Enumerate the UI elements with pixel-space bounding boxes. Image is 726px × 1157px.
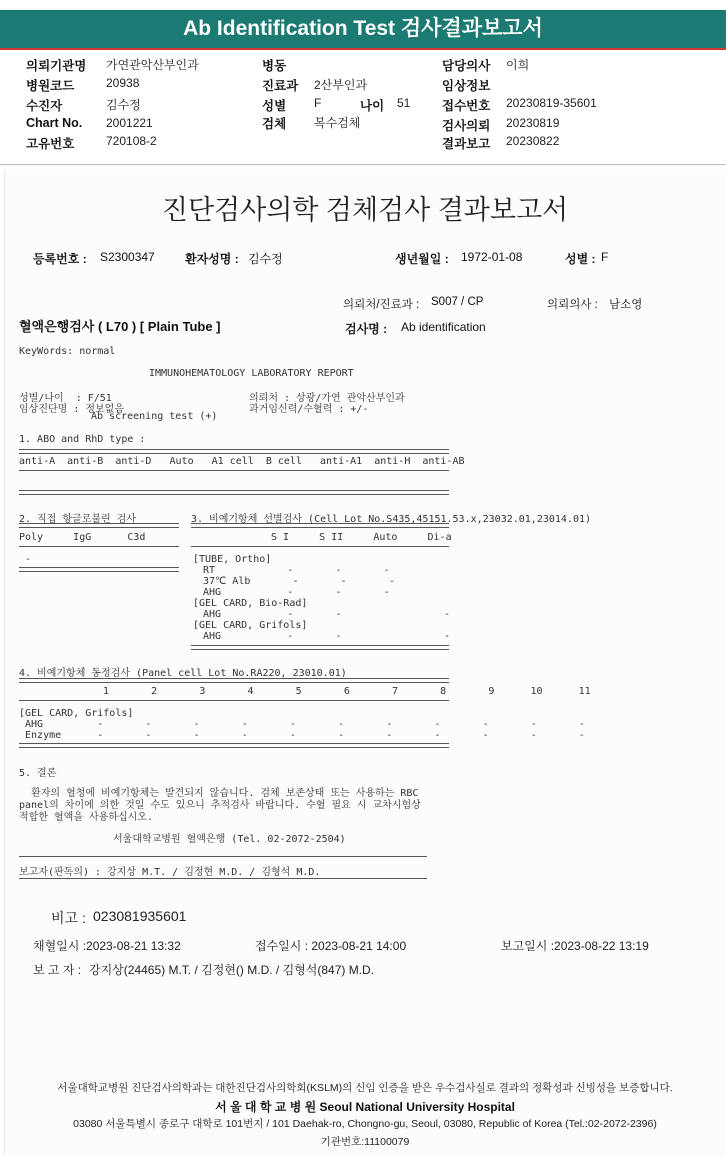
scanned-report	[4, 170, 725, 1155]
patient-name-value: 김수정	[248, 252, 283, 266]
clinical-info-label: 임상정보	[442, 79, 491, 93]
specimen-value: 복수검체	[314, 116, 361, 130]
rule	[19, 743, 449, 748]
ward-label: 병동	[262, 59, 287, 73]
result-date-label: 결과보고	[442, 137, 491, 151]
test-name-label: 검사명 :	[345, 322, 388, 336]
reg-no-value: S2300347	[100, 250, 155, 264]
rt-row: RT - - -	[203, 565, 390, 576]
age-value: 51	[397, 96, 411, 110]
unique-no-value: 720108-2	[106, 134, 157, 148]
rule	[191, 546, 449, 547]
accession-label: 접수번호	[442, 99, 491, 113]
rule	[19, 567, 179, 572]
dept-info-label: 의뢰처/진료과 :	[343, 299, 420, 311]
remark-label: 비고 :	[51, 910, 86, 926]
dept-label: 진료과	[262, 79, 299, 93]
panel-section-title: 4. 비예기항체 동정검사 (Panel cell Lot No.RA220, 23010.01)	[19, 668, 347, 679]
panel-enzyme-row: Enzyme - - - - - - - - - - -	[19, 730, 585, 741]
reg-no-label: 등록번호 :	[33, 252, 87, 266]
grifols-label: [GEL CARD, Grifols]	[193, 620, 308, 631]
dept-value: 2산부인과	[314, 78, 368, 92]
panel-cell-numbers: 1 2 3 4 5 6 7 8 9 10 11	[103, 686, 591, 697]
hospital-value: 가연관악산부인과	[106, 58, 199, 72]
hospital-code-value: 20938	[106, 76, 140, 90]
conclusion-line-3: 적합한 혈액을 사용하십시오.	[19, 812, 153, 823]
test-name-value: Ab identification	[401, 320, 486, 334]
dob-value: 1972-01-08	[461, 250, 523, 264]
report-sex-value: F	[601, 250, 609, 264]
chart-no-value: 2001221	[106, 116, 153, 130]
conclusion-line-2: panel의 차이에 의한 것일 수도 있으니 추적검사 바랍니다. 수혈 필요 시 교차시험상	[19, 800, 421, 811]
rule	[19, 490, 449, 495]
hospital-name: 서 울 대 학 교 병 원 Seoul National University Hospital	[215, 1100, 515, 1114]
reporter-label: 보 고 자 :	[33, 963, 82, 977]
sex-label: 성별	[262, 99, 287, 113]
conclusion-title: 5. 결론	[19, 768, 57, 779]
diagnosis-line: 임상진단명 : 정보없음	[19, 404, 125, 415]
sex-value: F	[314, 96, 322, 110]
alb-row: 37℃ Alb - - -	[203, 576, 395, 587]
accession-value: 20230819-35601	[506, 96, 597, 110]
rule	[19, 878, 427, 879]
request-header	[0, 50, 726, 162]
report-sex-label: 성별 :	[565, 252, 596, 266]
report-title-bar	[0, 10, 726, 48]
screening-line: Ab screening test (+)	[91, 411, 218, 422]
dept-info-value: S007 / CP	[431, 296, 484, 308]
blood-bank-contact: 서울대학교병원 혈액은행 (Tel. 02-2072-2504)	[113, 834, 346, 845]
biorad-label: [GEL CARD, Bio-Rad]	[193, 598, 308, 609]
certification-statement: 서울대학교병원 진단검사의학과는 대한진단검사의학회(KSLM)의 신임 인증을 받은 우수검사실로 결과의 정확성과 신빙성을 보증합니다.	[57, 1082, 673, 1094]
abo-header-row: anti-A anti-B anti-D Auto A1 cell B cell anti-A1 anti-H anti-AB	[19, 456, 465, 467]
tube-ortho-label: [TUBE, Ortho]	[193, 554, 272, 565]
rule	[191, 523, 449, 528]
collection-datetime: 채혈일시 :2023-08-21 13:32	[33, 939, 181, 953]
screening-header-row: S I S II Auto Di-a	[271, 532, 452, 543]
doctor-value: 이희	[506, 58, 530, 72]
rule	[19, 678, 449, 683]
request-date-label: 검사의뢰	[442, 119, 491, 133]
ahg-tube-row: AHG - - -	[203, 587, 390, 598]
dat-result: -	[25, 554, 32, 565]
dat-section-title: 2. 직접 항글로불린 검사	[19, 514, 137, 525]
sex-age-line: 성별/나이 : F/51	[19, 393, 112, 404]
request-date-value: 20230819	[506, 116, 560, 130]
panel-grifols-label: [GEL CARD, Grifols]	[19, 708, 134, 719]
keywords-line: KeyWords: normal	[19, 346, 116, 357]
doctor-label: 담당의사	[442, 59, 491, 73]
rule	[19, 449, 449, 454]
report-title: Ab Identification Test 검사결과보고서	[183, 17, 543, 40]
result-date-value: 20230822	[506, 134, 560, 148]
dat-header-row: Poly IgG C3d	[19, 532, 146, 543]
patient-value: 김수정	[106, 98, 141, 112]
screening-section-title: 3. 비예기항체 선별검사 (Cell Lot No.S435,45151.53.x,23032.01,23014.01)	[191, 514, 592, 525]
rule	[191, 645, 449, 650]
rule	[19, 470, 449, 471]
history-line: 과거임신력/수혈력 : +/-	[249, 404, 369, 415]
specimen-label: 검체	[262, 117, 287, 131]
unique-no-label: 고유번호	[26, 137, 75, 151]
remark-value: 023081935601	[93, 908, 187, 924]
ahg-biorad-row: AHG - - -	[203, 609, 450, 620]
referring-doctor-value: 남소영	[609, 299, 643, 311]
hospital-label: 의뢰기관명	[26, 59, 87, 73]
report-heading: 진단검사의학 검체검사 결과보고서	[161, 195, 569, 225]
hospital-code-label: 병원코드	[26, 79, 75, 93]
rule	[19, 700, 449, 701]
referring-doctor-label: 의뢰의사 :	[547, 299, 598, 311]
reporter-value: 강지상(24465) M.T. / 김정현() M.D. / 김형석(847) M.D.	[89, 963, 375, 977]
rule	[19, 523, 179, 528]
report-datetime: 보고일시 :2023-08-22 13:19	[501, 939, 649, 953]
lab-report-heading: IMMUNOHEMATOLOGY LABORATORY REPORT	[149, 368, 354, 379]
patient-label: 수진자	[26, 99, 63, 113]
dob-label: 생년월일 :	[395, 252, 449, 266]
hospital-address: 03080 서울특별시 종로구 대학로 101번지 / 101 Daehak-ro, Chongno-gu, Seoul, 03080, Republic of Korea (Tel.:02-2072-2396)	[73, 1118, 657, 1130]
abo-section-title: 1. ABO and RhD type :	[19, 434, 146, 445]
rule	[19, 546, 179, 547]
ahg-grifols-row: AHG - - -	[203, 631, 450, 642]
header-divider	[0, 164, 726, 165]
panel-ahg-row: AHG - - - - - - - - - - -	[19, 719, 585, 730]
patient-name-label: 환자성명 :	[185, 252, 239, 266]
chart-no-label: Chart No.	[26, 116, 83, 130]
institution-code: 기관번호:11100079	[320, 1136, 410, 1148]
conclusion-line-1: 환자의 혈청에 비예기항체는 발견되지 않습니다. 검체 보존상태 또는 사용하는 RBC	[19, 788, 419, 799]
reporter-mono-line: 보고자(판독의) : 강지상 M.T. / 김정현 M.D. / 김형석 M.D.	[19, 867, 321, 878]
referring-site-line: 의뢰처 : 상광/가연 관악산부인과	[249, 393, 405, 404]
test-group: 혈액은행검사 ( L70 ) [ Plain Tube ]	[19, 319, 221, 334]
age-label: 나이	[360, 99, 385, 113]
receipt-datetime: 접수일시 : 2023-08-21 14:00	[255, 939, 407, 953]
rule	[19, 856, 427, 857]
